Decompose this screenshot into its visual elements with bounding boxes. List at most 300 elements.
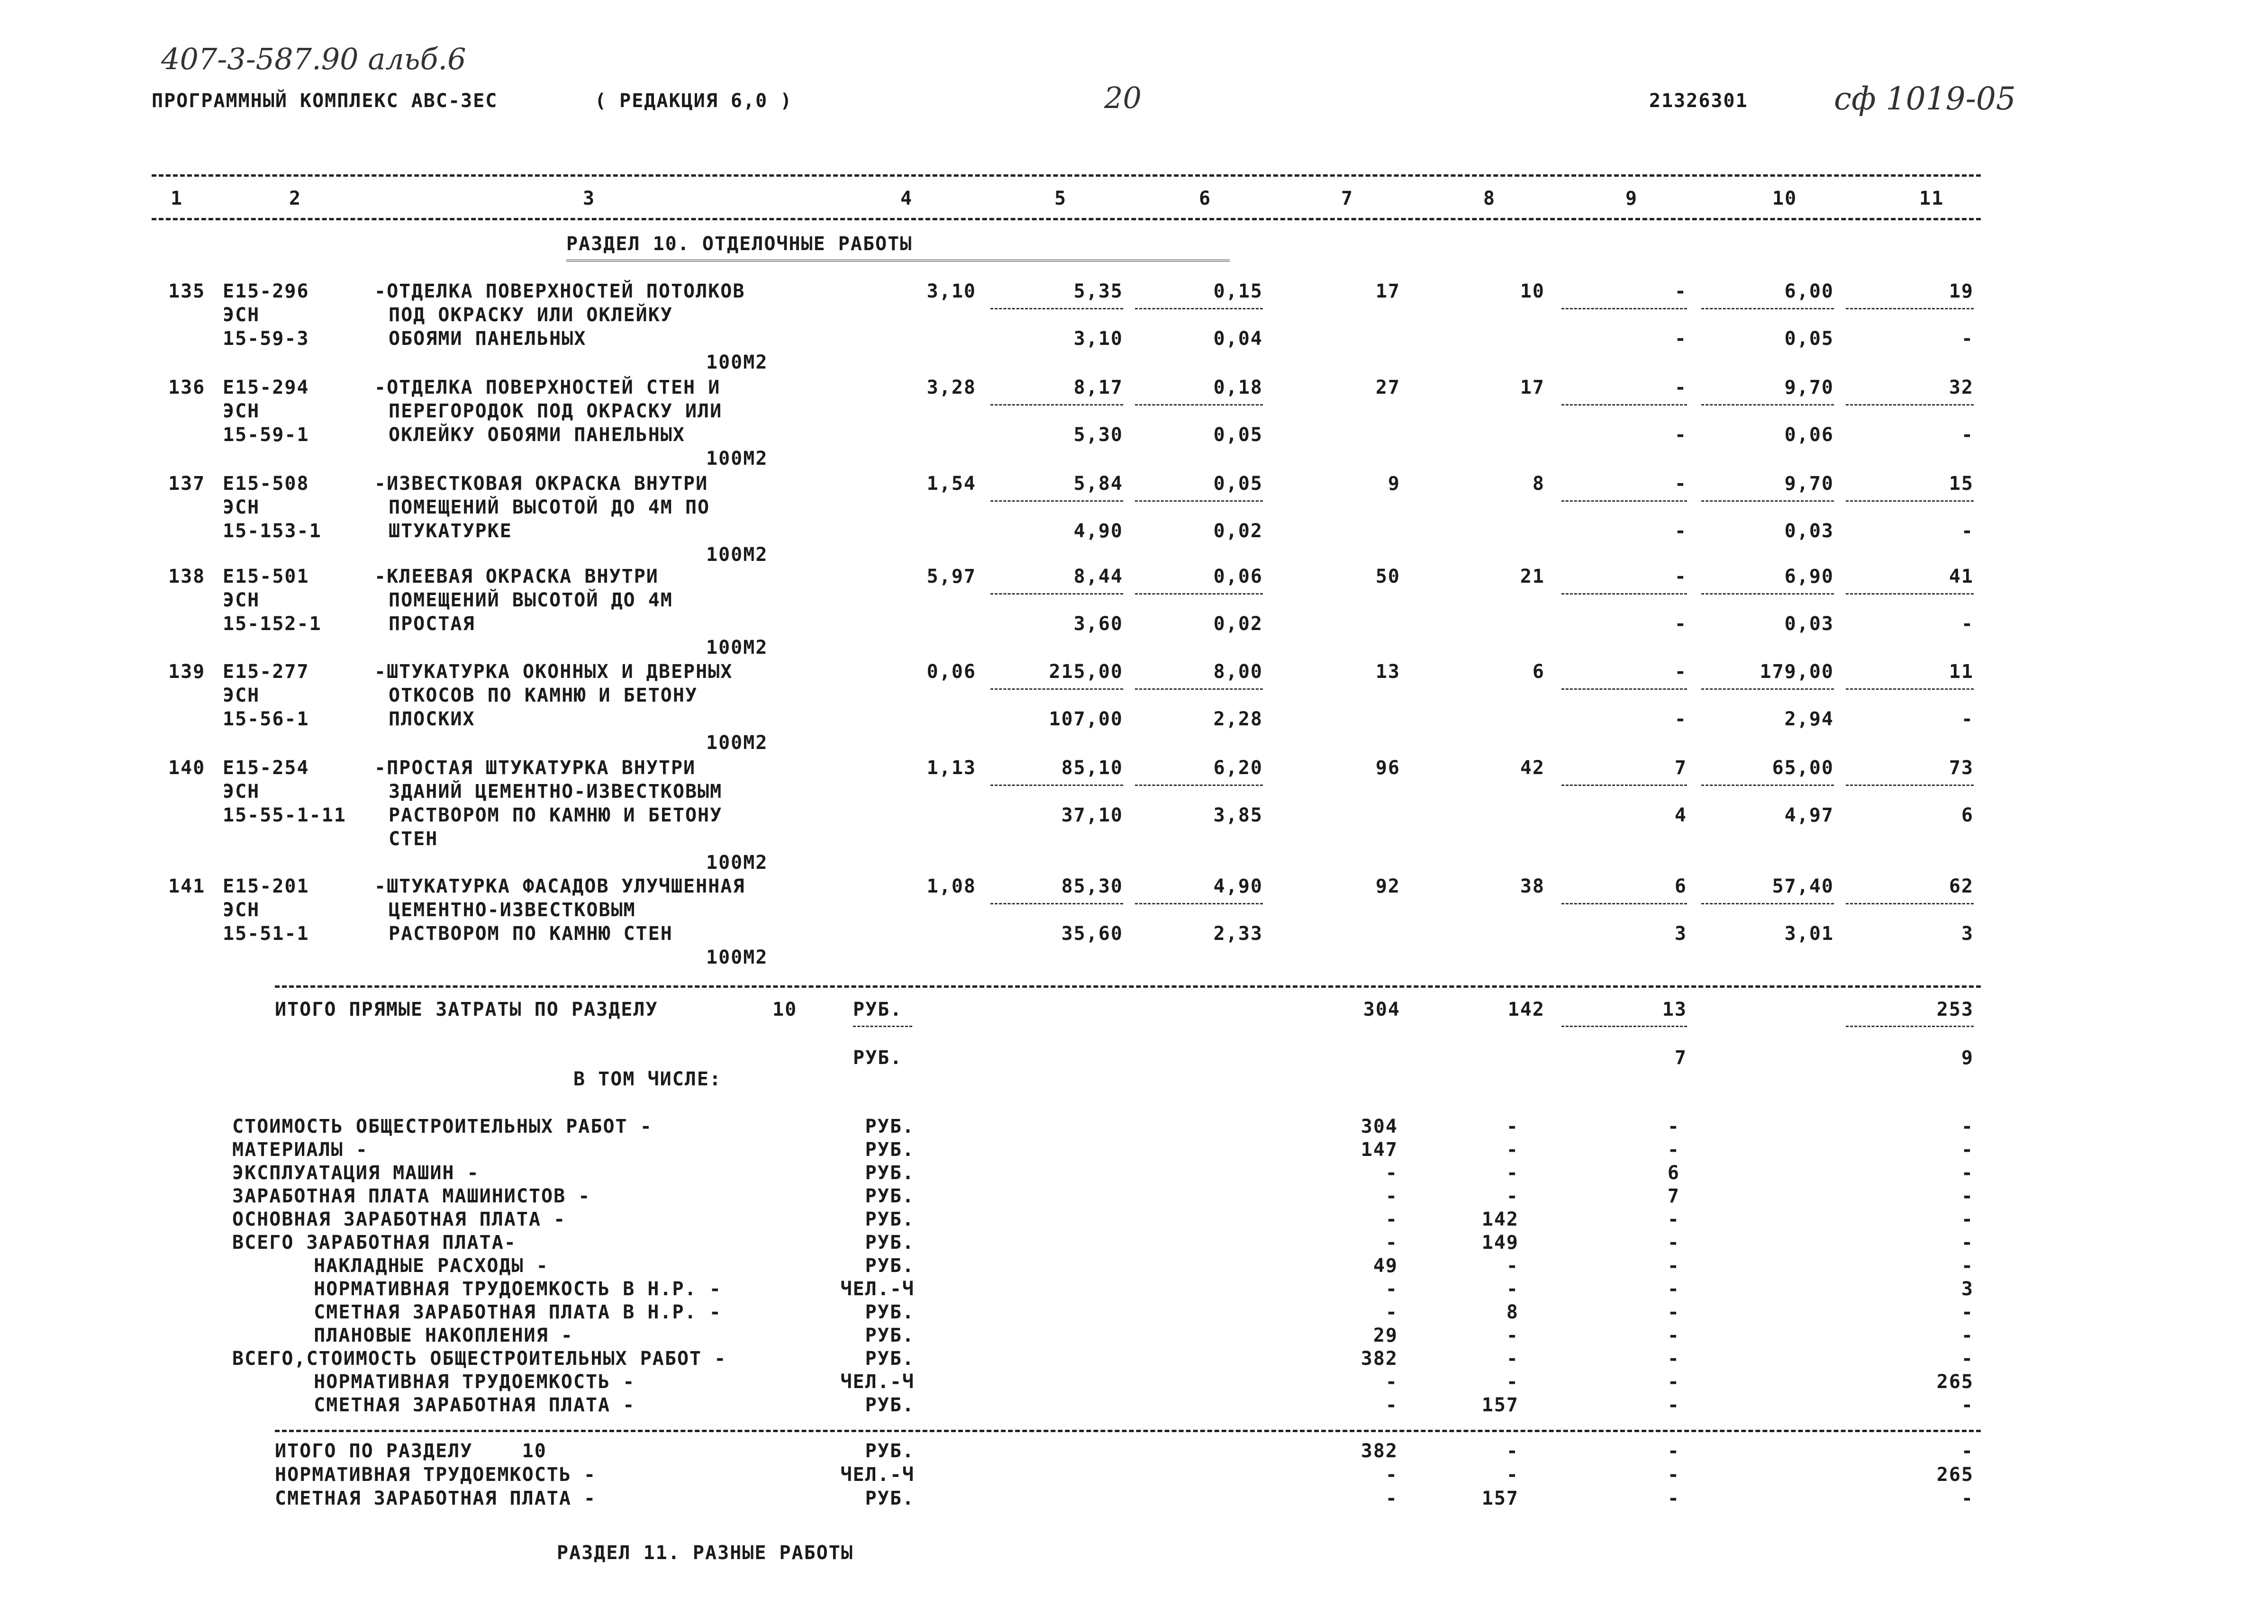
item-subtotal-rule [1561, 308, 1687, 309]
final-machines: - [1667, 1488, 1680, 1509]
breakdown-wage: 149 [1481, 1232, 1519, 1254]
item-total-wage: 6 [1532, 661, 1545, 683]
item-subtotal-rule [1561, 500, 1687, 502]
breakdown-machines: - [1667, 1348, 1680, 1370]
item-norm-code: 15-59-1 [223, 424, 309, 446]
breakdown-cost: 29 [1373, 1325, 1398, 1346]
final-labour: - [1961, 1488, 1974, 1509]
item-machine-total: - [1674, 377, 1687, 398]
item-subtotal-rule [990, 593, 1123, 595]
direct-costs-label: ИТОГО ПРЯМЫЕ ЗАТРАТЫ ПО РАЗДЕЛУ [275, 999, 658, 1020]
column-header-11: 11 [1919, 188, 1944, 209]
item-machine-total: - [1674, 661, 1687, 683]
column-header-10: 10 [1772, 188, 1797, 209]
breakdown-machines: 6 [1667, 1162, 1680, 1184]
breakdown-cost: - [1385, 1301, 1398, 1323]
breakdown-wage: - [1506, 1162, 1519, 1184]
item-machine-total: - [1674, 280, 1687, 302]
item-total-cost: 27 [1375, 377, 1400, 398]
item-quantity: 3,10 [926, 280, 976, 302]
item-total-cost: 13 [1375, 661, 1400, 683]
breakdown-wage: 8 [1506, 1301, 1519, 1323]
breakdown-labour: - [1961, 1209, 1974, 1230]
column-header-4: 4 [900, 188, 913, 209]
direct-costs-machinist-labour: 9 [1961, 1047, 1974, 1069]
item-unit-cost: 8,17 [1073, 377, 1123, 398]
column-header-8: 8 [1483, 188, 1496, 209]
item-subtotal-rule [1135, 404, 1263, 406]
direct-costs-unit-2: РУБ. [853, 1047, 903, 1069]
item-machinist-total: 4 [1674, 804, 1687, 826]
item-machinist-wage: 2,28 [1213, 708, 1263, 730]
totals-rule [275, 985, 1981, 988]
direct-costs-machines: 13 [1662, 999, 1687, 1020]
column-header-2: 2 [289, 188, 302, 209]
item-subtotal-rule [990, 500, 1123, 502]
breakdown-machines: - [1667, 1301, 1680, 1323]
item-machinist-wage: 0,04 [1213, 328, 1263, 350]
breakdown-labour: - [1961, 1348, 1974, 1370]
breakdown-cost: - [1385, 1394, 1398, 1416]
breakdown-label: ПЛАНОВЫЕ НАКОПЛЕНИЯ - [289, 1325, 573, 1346]
item-labour-norm: 65,00 [1772, 757, 1834, 779]
item-machinist-labour: - [1961, 328, 1974, 350]
item-machinist-norm: 2,94 [1784, 708, 1834, 730]
column-header-9: 9 [1625, 188, 1638, 209]
item-description-line: ПОМЕЩЕНИЙ ВЫСОТОЙ ДО 4М ПО [389, 496, 710, 518]
item-machinist-labour: - [1961, 424, 1974, 446]
item-norm-base: ЭСН [223, 685, 260, 706]
item-subtotal-rule [990, 308, 1123, 309]
direct-costs-rule [1561, 1026, 1687, 1027]
breakdown-wage: 157 [1481, 1394, 1519, 1416]
item-price-code: Е15-501 [223, 566, 309, 587]
item-wage-cost: 37,10 [1061, 804, 1123, 826]
breakdown-labour: - [1961, 1185, 1974, 1207]
direct-costs-unit: РУБ. [853, 999, 903, 1020]
item-machinist-norm: 0,03 [1784, 520, 1834, 542]
item-wage-cost: 35,60 [1061, 923, 1123, 945]
handwritten-page-number: 20 [1104, 81, 1142, 115]
final-label: НОРМАТИВНАЯ ТРУДОЕМКОСТЬ - [275, 1464, 597, 1486]
item-number: 136 [168, 377, 206, 398]
item-subtotal-rule [1846, 500, 1974, 502]
item-machine-total: 6 [1674, 875, 1687, 897]
item-price-code: Е15-508 [223, 473, 309, 495]
item-machinist-norm: 0,06 [1784, 424, 1834, 446]
item-norm-code: 15-153-1 [223, 520, 322, 542]
item-machinist-total: 3 [1674, 923, 1687, 945]
item-norm-base: ЭСН [223, 400, 260, 422]
item-price-code: Е15-277 [223, 661, 309, 683]
final-unit: РУБ. [865, 1440, 915, 1462]
breakdown-cost: 382 [1361, 1348, 1398, 1370]
item-labour-norm: 9,70 [1784, 473, 1834, 495]
breakdown-unit: РУБ. [865, 1185, 915, 1207]
breakdown-wage: - [1506, 1348, 1519, 1370]
item-description-line: ЦЕМЕНТНО-ИЗВЕСТКОВЫМ [389, 899, 636, 921]
item-description-line: ОТКОСОВ ПО КАМНЮ И БЕТОНУ [389, 685, 698, 706]
breakdown-cost: 147 [1361, 1139, 1398, 1161]
item-description-line: ПОМЕЩЕНИЙ ВЫСОТОЙ ДО 4М [389, 589, 673, 611]
item-machinist-wage: 3,85 [1213, 804, 1263, 826]
breakdown-unit: РУБ. [865, 1255, 915, 1277]
item-machine-cost: 0,06 [1213, 566, 1263, 587]
item-machinist-wage: 0,05 [1213, 424, 1263, 446]
item-unit-cost: 215,00 [1049, 661, 1123, 683]
breakdown-labour: - [1961, 1255, 1974, 1277]
final-rule [275, 1430, 1981, 1432]
item-total-cost: 92 [1375, 875, 1400, 897]
item-subtotal-rule [990, 785, 1123, 786]
breakdown-label: ОСНОВНАЯ ЗАРАБОТНАЯ ПЛАТА - [232, 1209, 566, 1230]
item-subtotal-rule [1846, 593, 1974, 595]
item-machinist-norm: 3,01 [1784, 923, 1834, 945]
item-wage-cost: 3,10 [1073, 328, 1123, 350]
item-norm-code: 15-152-1 [223, 613, 322, 635]
breakdown-label: ВСЕГО,СТОИМОСТЬ ОБЩЕСТРОИТЕЛЬНЫХ РАБОТ - [232, 1348, 727, 1370]
column-header-5: 5 [1054, 188, 1067, 209]
item-total-wage: 8 [1532, 473, 1545, 495]
breakdown-wage: - [1506, 1278, 1519, 1300]
item-norm-base: ЭСН [223, 304, 260, 326]
breakdown-unit: РУБ. [865, 1232, 915, 1254]
item-machinist-labour: - [1961, 520, 1974, 542]
breakdown-wage: - [1506, 1185, 1519, 1207]
final-machines: - [1667, 1464, 1680, 1486]
item-norm-base: ЭСН [223, 589, 260, 611]
final-cost: - [1385, 1488, 1398, 1509]
item-unit-cost: 5,35 [1073, 280, 1123, 302]
item-machinist-total: - [1674, 328, 1687, 350]
program-title: ПРОГРАММНЫЙ КОМПЛЕКС АВС-3ЕС [152, 90, 498, 112]
item-subtotal-rule [1701, 404, 1834, 406]
item-labour-norm: 6,90 [1784, 566, 1834, 587]
breakdown-wage: - [1506, 1371, 1519, 1393]
breakdown-label: НОРМАТИВНАЯ ТРУДОЕМКОСТЬ - [289, 1371, 635, 1393]
final-label: СМЕТНАЯ ЗАРАБОТНАЯ ПЛАТА - [275, 1488, 597, 1509]
item-labour-total: 41 [1949, 566, 1974, 587]
item-subtotal-rule [1846, 903, 1974, 904]
item-subtotal-rule [1561, 785, 1687, 786]
item-subtotal-rule [1701, 903, 1834, 904]
item-number: 135 [168, 280, 206, 302]
column-header-6: 6 [1199, 188, 1212, 209]
final-cost: - [1385, 1464, 1398, 1486]
item-machinist-norm: 0,05 [1784, 328, 1834, 350]
item-norm-code: 15-55-1-11 [223, 804, 346, 826]
item-machine-cost: 8,00 [1213, 661, 1263, 683]
breakdown-unit: РУБ. [865, 1394, 915, 1416]
breakdown-machines: 7 [1667, 1185, 1680, 1207]
breakdown-wage: - [1506, 1116, 1519, 1137]
final-machines: - [1667, 1440, 1680, 1462]
breakdown-machines: - [1667, 1278, 1680, 1300]
item-unit: 100М2 [706, 637, 768, 659]
item-price-code: Е15-254 [223, 757, 309, 779]
breakdown-unit: РУБ. [865, 1116, 915, 1137]
item-unit: 100М2 [706, 732, 768, 754]
breakdown-label: СТОИМОСТЬ ОБЩЕСТРОИТЕЛЬНЫХ РАБОТ - [232, 1116, 653, 1137]
item-description-line: ЗДАНИЙ ЦЕМЕНТНО-ИЗВЕСТКОВЫМ [389, 781, 723, 803]
item-machinist-norm: 0,03 [1784, 613, 1834, 635]
item-quantity: 5,97 [926, 566, 976, 587]
item-wage-cost: 5,30 [1073, 424, 1123, 446]
column-header-1: 1 [171, 188, 183, 209]
item-description-line: -ОТДЕЛКА ПОВЕРХНОСТЕЙ СТЕН И [374, 377, 721, 398]
breakdown-labour: - [1961, 1139, 1974, 1161]
item-number: 141 [168, 875, 206, 897]
item-subtotal-rule [1135, 688, 1263, 690]
item-labour-total: 62 [1949, 875, 1974, 897]
item-subtotal-rule [1561, 593, 1687, 595]
item-description-line: -ОТДЕЛКА ПОВЕРХНОСТЕЙ ПОТОЛКОВ [374, 280, 745, 302]
document-number: 21326301 [1649, 90, 1748, 112]
item-labour-total: 73 [1949, 757, 1974, 779]
item-description-line: -КЛЕЕВАЯ ОКРАСКА ВНУТРИ [374, 566, 659, 587]
breakdown-wage: - [1506, 1139, 1519, 1161]
item-wage-cost: 4,90 [1073, 520, 1123, 542]
item-price-code: Е15-201 [223, 875, 309, 897]
item-unit: 100М2 [706, 544, 768, 566]
item-machinist-wage: 0,02 [1213, 613, 1263, 635]
next-section-title: РАЗДЕЛ 11. РАЗНЫЕ РАБОТЫ [557, 1542, 853, 1564]
direct-costs-machinist: 7 [1674, 1047, 1687, 1069]
item-machinist-total: - [1674, 520, 1687, 542]
item-labour-total: 19 [1949, 280, 1974, 302]
item-labour-total: 15 [1949, 473, 1974, 495]
item-description-line: ПЛОСКИХ [389, 708, 475, 730]
breakdown-labour: - [1961, 1301, 1974, 1323]
item-description-line: ПРОСТАЯ [389, 613, 475, 635]
final-label: ИТОГО ПО РАЗДЕЛУ 10 [275, 1440, 547, 1462]
item-quantity: 0,06 [926, 661, 976, 683]
item-machinist-labour: - [1961, 613, 1974, 635]
breakdown-label: СМЕТНАЯ ЗАРАБОТНАЯ ПЛАТА - [289, 1394, 635, 1416]
breakdown-labour: - [1961, 1116, 1974, 1137]
item-machinist-labour: 6 [1961, 804, 1974, 826]
breakdown-machines: - [1667, 1209, 1680, 1230]
item-total-wage: 42 [1520, 757, 1545, 779]
item-machine-total: - [1674, 473, 1687, 495]
item-total-wage: 38 [1520, 875, 1545, 897]
item-total-cost: 9 [1388, 473, 1400, 495]
handwritten-reference: 407-3-587.90 альб.6 [161, 42, 466, 76]
final-wage: - [1506, 1464, 1519, 1486]
item-machinist-norm: 4,97 [1784, 804, 1834, 826]
item-norm-base: ЭСН [223, 781, 260, 803]
item-subtotal-rule [1135, 593, 1263, 595]
item-quantity: 1,13 [926, 757, 976, 779]
item-quantity: 3,28 [926, 377, 976, 398]
item-description-line: РАСТВОРОМ ПО КАМНЮ СТЕН [389, 923, 673, 945]
item-subtotal-rule [1135, 785, 1263, 786]
breakdown-labour: - [1961, 1325, 1974, 1346]
item-subtotal-rule [1701, 785, 1834, 786]
item-norm-code: 15-56-1 [223, 708, 309, 730]
breakdown-cost: 304 [1361, 1116, 1398, 1137]
item-unit-cost: 85,30 [1061, 875, 1123, 897]
handwritten-document-code: сф 1019-05 [1834, 81, 2016, 117]
item-machine-cost: 0,18 [1213, 377, 1263, 398]
item-subtotal-rule [1135, 500, 1263, 502]
item-number: 139 [168, 661, 206, 683]
breakdown-cost: - [1385, 1232, 1398, 1254]
final-wage: 157 [1481, 1488, 1519, 1509]
item-description-line: -ИЗВЕСТКОВАЯ ОКРАСКА ВНУТРИ [374, 473, 708, 495]
item-description-line: ПЕРЕГОРОДОК ПОД ОКРАСКУ ИЛИ [389, 400, 723, 422]
breakdown-unit: ЧЕЛ.-Ч [840, 1371, 915, 1393]
item-unit-cost: 5,84 [1073, 473, 1123, 495]
item-labour-total: 32 [1949, 377, 1974, 398]
item-total-wage: 10 [1520, 280, 1545, 302]
breakdown-unit: РУБ. [865, 1301, 915, 1323]
breakdown-machines: - [1667, 1116, 1680, 1137]
section-title: РАЗДЕЛ 10. ОТДЕЛОЧНЫЕ РАБОТЫ [566, 233, 913, 255]
item-machinist-total: - [1674, 708, 1687, 730]
direct-costs-section: 10 [772, 999, 798, 1020]
breakdown-machines: - [1667, 1371, 1680, 1393]
direct-costs-labour: 253 [1936, 999, 1974, 1020]
item-number: 137 [168, 473, 206, 495]
breakdown-machines: - [1667, 1255, 1680, 1277]
item-wage-cost: 3,60 [1073, 613, 1123, 635]
final-unit: РУБ. [865, 1488, 915, 1509]
item-unit: 100М2 [706, 947, 768, 968]
final-labour: - [1961, 1440, 1974, 1462]
breakdown-machines: - [1667, 1232, 1680, 1254]
item-description-line: ОБОЯМИ ПАНЕЛЬНЫХ [389, 328, 587, 350]
item-subtotal-rule [1846, 308, 1974, 309]
item-price-code: Е15-296 [223, 280, 309, 302]
item-description-line: -ШТУКАТУРКА ФАСАДОВ УЛУЧШЕННАЯ [374, 875, 745, 897]
item-machine-cost: 6,20 [1213, 757, 1263, 779]
item-quantity: 1,54 [926, 473, 976, 495]
item-price-code: Е15-294 [223, 377, 309, 398]
item-subtotal-rule [1135, 903, 1263, 904]
item-norm-base: ЭСН [223, 496, 260, 518]
item-subtotal-rule [1561, 688, 1687, 690]
breakdown-cost: - [1385, 1371, 1398, 1393]
breakdown-cost: - [1385, 1185, 1398, 1207]
breakdown-label: МАТЕРИАЛЫ - [232, 1139, 368, 1161]
item-subtotal-rule [1701, 688, 1834, 690]
item-description-line: ПОД ОКРАСКУ ИЛИ ОКЛЕЙКУ [389, 304, 673, 326]
breakdown-unit: РУБ. [865, 1325, 915, 1346]
item-norm-code: 15-59-3 [223, 328, 309, 350]
item-description-line: -ШТУКАТУРКА ОКОННЫХ И ДВЕРНЫХ [374, 661, 733, 683]
item-machine-total: - [1674, 566, 1687, 587]
item-total-wage: 21 [1520, 566, 1545, 587]
breakdown-machines: - [1667, 1139, 1680, 1161]
header-rule-bottom [152, 218, 1981, 220]
item-labour-total: 11 [1949, 661, 1974, 683]
item-machine-total: 7 [1674, 757, 1687, 779]
item-description-line: СТЕН [389, 828, 438, 850]
item-unit: 100М2 [706, 448, 768, 469]
breakdown-unit: РУБ. [865, 1139, 915, 1161]
item-subtotal-rule [1701, 593, 1834, 595]
item-labour-norm: 9,70 [1784, 377, 1834, 398]
item-unit-cost: 85,10 [1061, 757, 1123, 779]
program-edition: ( РЕДАКЦИЯ 6,0 ) [595, 90, 793, 112]
item-total-wage: 17 [1520, 377, 1545, 398]
direct-costs-wage: 142 [1507, 999, 1545, 1020]
direct-costs-unit-rule [853, 1026, 912, 1027]
item-unit: 100М2 [706, 352, 768, 373]
item-machine-cost: 0,05 [1213, 473, 1263, 495]
breakdown-unit: РУБ. [865, 1348, 915, 1370]
including-label: В ТОМ ЧИСЛЕ: [573, 1068, 722, 1090]
item-subtotal-rule [990, 404, 1123, 406]
breakdown-unit: РУБ. [865, 1162, 915, 1184]
breakdown-cost: 49 [1373, 1255, 1398, 1277]
item-labour-norm: 6,00 [1784, 280, 1834, 302]
item-subtotal-rule [990, 903, 1123, 904]
item-machinist-total: - [1674, 613, 1687, 635]
breakdown-label: НАКЛАДНЫЕ РАСХОДЫ - [289, 1255, 549, 1277]
item-subtotal-rule [990, 688, 1123, 690]
final-unit: ЧЕЛ.-Ч [840, 1464, 915, 1486]
breakdown-label: ЭКСПЛУАТАЦИЯ МАШИН - [232, 1162, 480, 1184]
item-total-cost: 17 [1375, 280, 1400, 302]
item-subtotal-rule [1846, 688, 1974, 690]
breakdown-wage: - [1506, 1255, 1519, 1277]
item-wage-cost: 107,00 [1049, 708, 1123, 730]
item-unit: 100М2 [706, 852, 768, 874]
final-cost: 382 [1361, 1440, 1398, 1462]
item-machine-cost: 4,90 [1213, 875, 1263, 897]
breakdown-machines: - [1667, 1394, 1680, 1416]
item-number: 140 [168, 757, 206, 779]
item-subtotal-rule [1561, 903, 1687, 904]
direct-costs-rule [1846, 1026, 1974, 1027]
item-machinist-labour: 3 [1961, 923, 1974, 945]
breakdown-label: НОРМАТИВНАЯ ТРУДОЕМКОСТЬ В Н.Р. - [289, 1278, 722, 1300]
header-rule-top [152, 174, 1981, 177]
breakdown-labour: - [1961, 1162, 1974, 1184]
item-machinist-wage: 2,33 [1213, 923, 1263, 945]
item-description-line: ОКЛЕЙКУ ОБОЯМИ ПАНЕЛЬНЫХ [389, 424, 685, 446]
item-norm-base: ЭСН [223, 899, 260, 921]
item-machinist-labour: - [1961, 708, 1974, 730]
breakdown-labour: 265 [1936, 1371, 1974, 1393]
column-header-7: 7 [1341, 188, 1354, 209]
item-total-cost: 50 [1375, 566, 1400, 587]
column-header-3: 3 [583, 188, 596, 209]
item-quantity: 1,08 [926, 875, 976, 897]
direct-costs-total: 304 [1363, 999, 1400, 1020]
item-description-line: ШТУКАТУРКЕ [389, 520, 512, 542]
item-number: 138 [168, 566, 206, 587]
breakdown-cost: - [1385, 1209, 1398, 1230]
breakdown-cost: - [1385, 1162, 1398, 1184]
breakdown-cost: - [1385, 1278, 1398, 1300]
breakdown-labour: 3 [1961, 1278, 1974, 1300]
breakdown-unit: РУБ. [865, 1209, 915, 1230]
item-machine-cost: 0,15 [1213, 280, 1263, 302]
item-description-line: -ПРОСТАЯ ШТУКАТУРКА ВНУТРИ [374, 757, 696, 779]
breakdown-label: СМЕТНАЯ ЗАРАБОТНАЯ ПЛАТА В Н.Р. - [289, 1301, 722, 1323]
breakdown-wage: - [1506, 1325, 1519, 1346]
item-total-cost: 96 [1375, 757, 1400, 779]
item-subtotal-rule [1846, 785, 1974, 786]
item-unit-cost: 8,44 [1073, 566, 1123, 587]
item-subtotal-rule [1135, 308, 1263, 309]
item-machinist-total: - [1674, 424, 1687, 446]
item-machinist-wage: 0,02 [1213, 520, 1263, 542]
section-title-underline [566, 260, 1230, 262]
